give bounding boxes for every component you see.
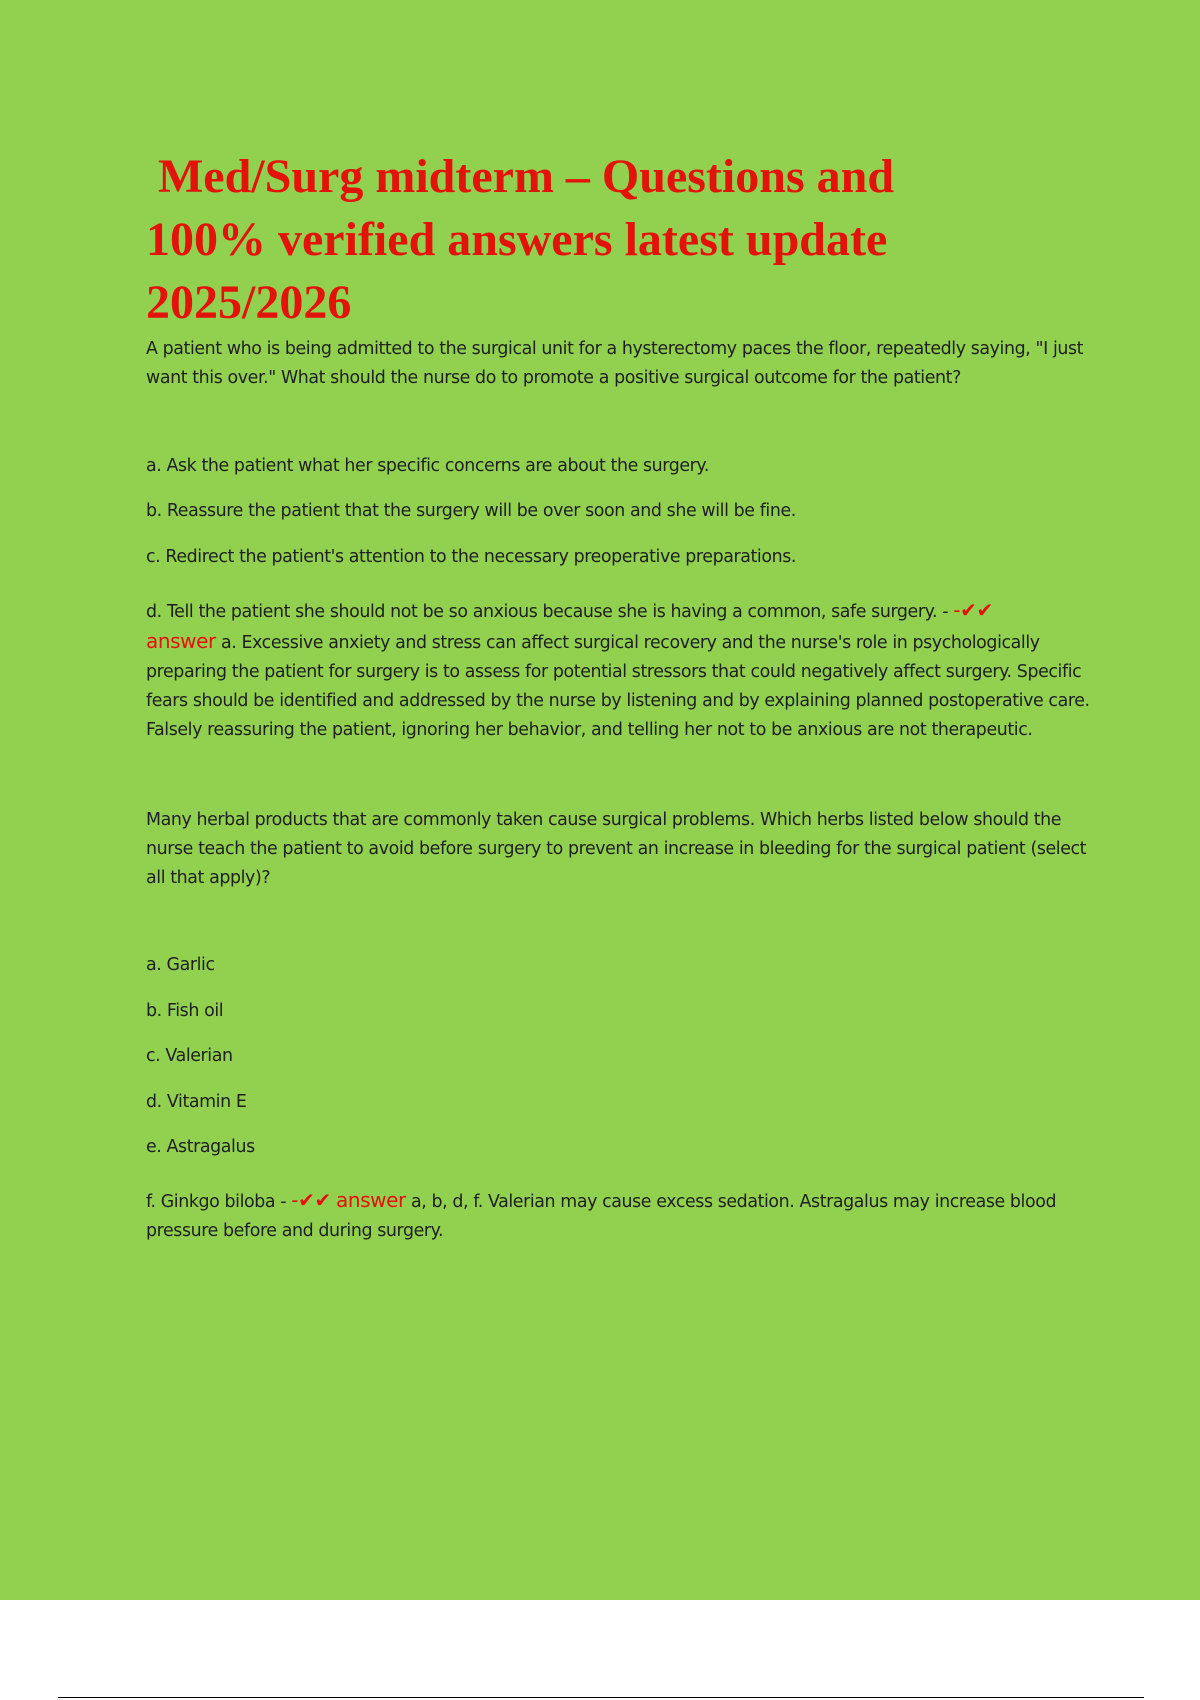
document-content: [146, 145, 1096, 1246]
question-2-option-f: f. Ginkgo biloba -: [146, 1192, 292, 1212]
answer-label: answer: [335, 1188, 406, 1212]
answer-check-icon: -✔✔: [953, 598, 993, 622]
question-2-option-b: b. Fish oil: [146, 1001, 224, 1021]
footer-divider: [58, 1697, 1144, 1698]
question-1-text: A patient who is being admitted to the surgical unit for a hysterectomy paces the floor, repeatedly saying, "I just want this over." What should the nurse do to promote a positive surgical outcome for the patient?: [146, 339, 1084, 388]
answer-check-icon: -✔✔: [291, 1188, 331, 1212]
question-1-option-d: d. Tell the patient she should not be so anxious because she is having a common, safe surgery. -: [146, 602, 954, 622]
question-2-option-c: c. Valerian: [146, 1046, 233, 1066]
question-2-answer-text: a, b, d, f. Valerian may cause excess sedation. Astragalus may increase blood pressure before and during surgery.: [146, 1192, 1057, 1241]
title-line: 100% verified answers latest update: [146, 213, 888, 266]
question-1-option-b: b. Reassure the patient that the surgery will be over soon and she will be fine.: [146, 501, 796, 521]
question-2-option-d: d. Vitamin E: [146, 1092, 247, 1112]
question-1-option-d-with-answer: [146, 596, 1096, 745]
question-2-option-e: e. Astragalus: [146, 1137, 255, 1157]
answer-label: answer: [146, 629, 216, 653]
question-1-option-a: a. Ask the patient what her specific concerns are about the surgery.: [146, 456, 709, 476]
question-2-option-f-with-answer: [146, 1186, 1096, 1246]
title-line: 2025/2026: [146, 276, 352, 329]
document-title: [146, 145, 1096, 334]
title-line: Med/Surg midterm – Questions and: [158, 150, 895, 203]
question-1-answer-text: a. Excessive anxiety and stress can affect surgical recovery and the nurse's role in psychologically preparing the patient for surgery is to assess for potential stressors that could negatively affect surgery. Specific fears should be identified and addressed by the nurse by listening and by explaining planned postoperative care. Falsely reassuring the patient, ignoring her behavior, and telling her not to be anxious are not therapeutic.: [146, 633, 1090, 740]
question-2-option-a: a. Garlic: [146, 955, 215, 975]
question-2-text: Many herbal products that are commonly taken cause surgical problems. Which herbs listed below should the nurse teach the patient to avoid before surgery to prevent an increase in bleeding for the surgical patient (select all that apply)?: [146, 810, 1087, 888]
question-1-option-c: c. Redirect the patient's attention to the necessary preoperative preparations.: [146, 547, 796, 567]
